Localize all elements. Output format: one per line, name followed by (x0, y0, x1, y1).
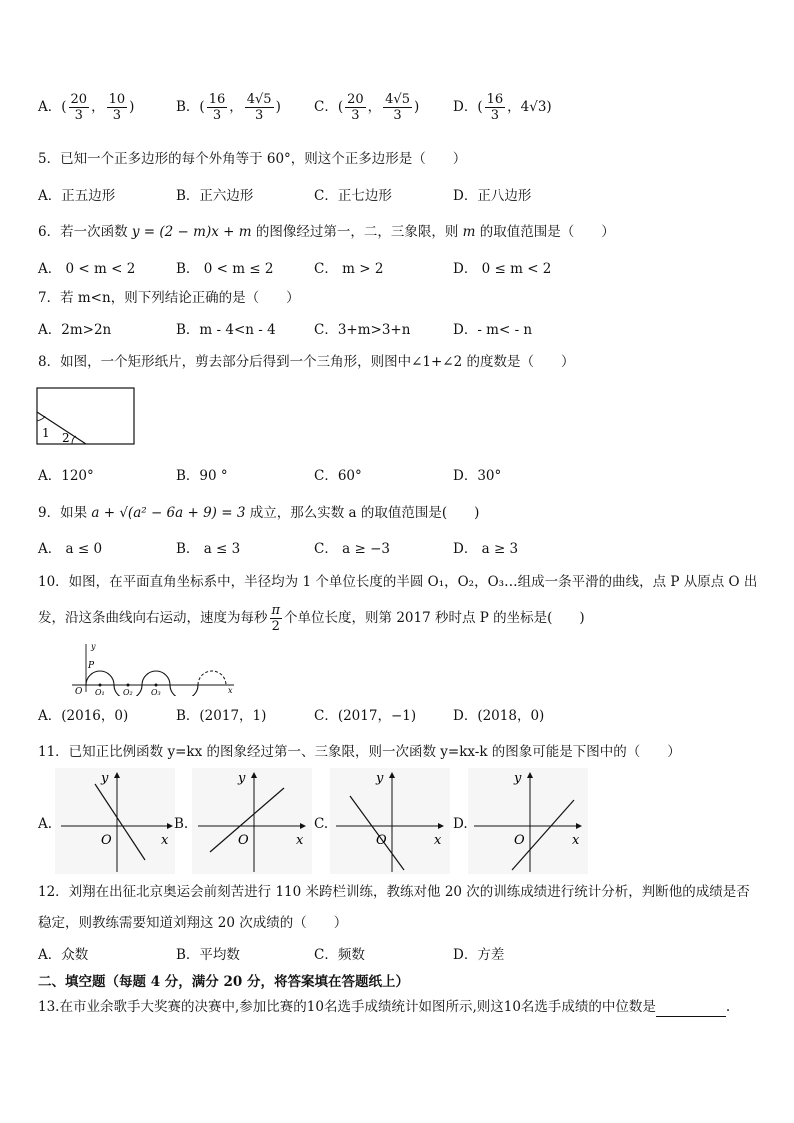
q9-option-c: C． a ≥ −3 (314, 541, 390, 557)
stem-text: 的取值范围是（ ） (475, 224, 615, 240)
denominator: 3 (351, 108, 360, 123)
q12-option-c: C．频数 (314, 947, 365, 963)
answer-blank (656, 1002, 726, 1017)
q11-stem: 11．已知正比例函数 y=kx 的图象经过第一、三象限，则一次函数 y=kx-k 的图象可能是下图中的（ ） (38, 744, 681, 760)
q9-option-a: A． a ≤ 0 (38, 541, 103, 557)
fraction (69, 92, 90, 123)
q11-graph-c (330, 768, 450, 874)
y-label: y (238, 771, 246, 786)
q11-option-a-label: A. (38, 816, 53, 832)
option-label: D．( (453, 99, 483, 115)
origin-label: O (75, 687, 83, 696)
close-paren: ) (275, 99, 281, 115)
numerator: 20 (70, 92, 88, 107)
angle-1-label: 1 (42, 426, 50, 440)
origin-label: O (376, 833, 387, 848)
q10-option-d: D．(2018，0) (453, 708, 545, 724)
q5-option-b: B．正六边形 (176, 188, 254, 204)
numerator: 20 (347, 92, 364, 107)
q7-option-b: B．m - 4<n - 4 (176, 322, 276, 338)
q4-option-d (453, 92, 552, 123)
close-paren: ) (413, 99, 420, 115)
center-o1 (99, 684, 102, 687)
fraction (270, 603, 283, 634)
graph-bg (192, 768, 312, 874)
point-p-label: P (88, 661, 95, 671)
q10-option-a: A．(2016，0) (38, 708, 129, 724)
variable: m (462, 224, 476, 240)
close-paren: ) (129, 99, 135, 115)
x-label: x (228, 686, 233, 695)
denominator: 2 (271, 619, 280, 634)
separator: ， (91, 99, 105, 115)
origin-label: O (101, 833, 112, 848)
y-label: y (514, 771, 522, 786)
graph-bg (468, 768, 588, 874)
q11-graph-b (192, 768, 312, 874)
q8-option-b: B．90 ° (176, 468, 228, 484)
q5-option-d: D．正八边形 (453, 188, 532, 204)
denominator: 3 (212, 108, 222, 123)
numerator: 4√5 (385, 92, 410, 107)
option-label: B．( (176, 99, 205, 115)
q6-option-c: C． m > 2 (314, 261, 384, 277)
q7-stem: 7．若 m<n，则下列结论正确的是（ ） (38, 290, 300, 306)
separator: ， (367, 99, 382, 115)
q11-option-c-label: C. (314, 816, 329, 832)
o2-label: O₂ (123, 688, 133, 696)
stem-text: 13.在市业余歌手大奖赛的决赛中,参加比赛的10名选手成绩统计如图所示,则这10名选手成绩的中位数是 (38, 999, 656, 1015)
q9-option-b: B． a ≤ 3 (176, 541, 241, 557)
q6-stem (38, 222, 615, 242)
fraction (207, 92, 228, 123)
stem-text: 9．如果 (38, 505, 92, 521)
q8-option-a: A．120° (38, 468, 94, 484)
x-label: x (296, 833, 304, 848)
q13-stem (38, 997, 730, 1017)
numerator: 16 (208, 92, 226, 107)
angle-2-label: 2 (62, 431, 70, 445)
stem-text: 成立，那么实数 a 的取值范围是( ) (245, 505, 480, 521)
y-label: y (91, 642, 96, 651)
q11-graph-a (55, 768, 175, 874)
stem-text: 的图像经过第一，二，三象限，则 (251, 224, 463, 240)
q6-option-a: A． 0 < m < 2 (38, 261, 136, 277)
q6-option-d: D． 0 ≤ m < 2 (453, 261, 552, 277)
numerator: 4√5 (246, 92, 272, 107)
q4-option-a (38, 92, 134, 123)
fraction (383, 92, 412, 123)
formula: y = (2 − m)x + m (131, 224, 252, 240)
q11-option-b-label: B. (174, 816, 189, 832)
q8-option-d: D．30° (453, 468, 502, 484)
q10-stem-line1: 10．如图，在平面直角坐标系中，半径均为 1 个单位长度的半圆 O₁，O₂，O₃…组成一条平滑的曲线，点 P 从原点 O 出 (38, 574, 758, 590)
q9-option-d: D． a ≥ 3 (453, 541, 519, 557)
q12-stem-line1: 12．刘翔在出征北京奥运会前刻苦进行 110 米跨栏训练，教练对他 20 次的训练成绩进行统计分析，判断他的成绩是否 (38, 884, 750, 900)
q10-option-c: C．(2017，−1) (314, 708, 417, 724)
q5-option-c: C．正七边形 (314, 188, 392, 204)
option-label: C．( (314, 99, 344, 115)
numerator: 10 (108, 92, 126, 107)
rectangle-figure (36, 387, 136, 447)
semicircle-curve-figure (66, 640, 241, 696)
denominator: 3 (255, 108, 264, 123)
numerator: π (271, 603, 281, 618)
graph-bg (55, 768, 175, 874)
q12-option-a: A．众数 (38, 947, 89, 963)
q4-option-c (314, 92, 419, 123)
q10-option-b: B．(2017，1) (176, 708, 267, 724)
q12-option-b: B．平均数 (176, 947, 240, 963)
q4-option-b (176, 92, 281, 123)
o3-label: O₃ (151, 688, 161, 696)
separator: ， (229, 99, 243, 115)
q12-stem-line2: 稳定，则教练需要知道刘翔这 20 次成绩的（ ） (38, 915, 348, 931)
y-label: y (101, 771, 109, 786)
q6-option-b: B． 0 < m ≤ 2 (176, 261, 274, 277)
q7-option-d: D．- m< - n (453, 322, 533, 338)
o1-label: O₁ (95, 688, 105, 696)
formula: a + √(a² − 6a + 9) = 3 (91, 505, 246, 521)
q7-option-a: A．2m>2n (38, 322, 112, 338)
fraction (485, 92, 506, 123)
fraction (245, 92, 274, 123)
rectangle (37, 388, 134, 444)
option-rest: ，4√3) (507, 99, 552, 115)
q10-stem-line2 (38, 603, 585, 634)
q8-stem: 8．如图，一个矩形纸片，剪去部分后得到一个三角形，则图中∠1+∠2 的度数是（ ） (38, 354, 575, 370)
stem-end: . (725, 999, 731, 1015)
denominator: 3 (393, 108, 402, 123)
section-title: 二、填空题（每题 4 分，满分 20 分，将答案填在答题纸上） (38, 974, 409, 990)
q12-option-d: D．方差 (453, 947, 505, 963)
q5-option-a: A．正五边形 (38, 188, 116, 204)
numerator: 16 (486, 92, 504, 107)
center-o2 (127, 684, 130, 687)
q8-option-c: C．60° (314, 468, 362, 484)
denominator: 3 (74, 108, 83, 123)
denominator: 3 (112, 108, 121, 123)
stem-text: 6．若一次函数 (38, 224, 132, 240)
y-label: y (376, 771, 384, 786)
origin-label: O (514, 833, 525, 848)
q5-stem: 5．已知一个正多边形的每个外角等于 60°，则这个正多边形是（ ） (38, 151, 467, 167)
fraction (107, 92, 128, 123)
stem-text: 发，沿这条曲线向右运动，速度为每秒 (38, 610, 268, 626)
q9-stem (38, 503, 479, 523)
x-label: x (572, 833, 580, 848)
graph-bg (330, 768, 450, 874)
center-o3 (155, 684, 158, 687)
q11-option-d-label: D. (453, 816, 468, 832)
x-label: x (161, 833, 169, 848)
stem-text: 个单位长度，则第 2017 秒时点 P 的坐标是( ) (284, 610, 585, 626)
fraction (345, 92, 366, 123)
option-label: A．( (38, 99, 67, 115)
curve-continuation (198, 671, 226, 685)
x-label: x (434, 833, 442, 848)
denominator: 3 (490, 108, 499, 123)
q7-option-c: C．3+m>3+n (314, 322, 411, 338)
q11-graph-d (468, 768, 588, 874)
origin-label: O (238, 833, 249, 848)
